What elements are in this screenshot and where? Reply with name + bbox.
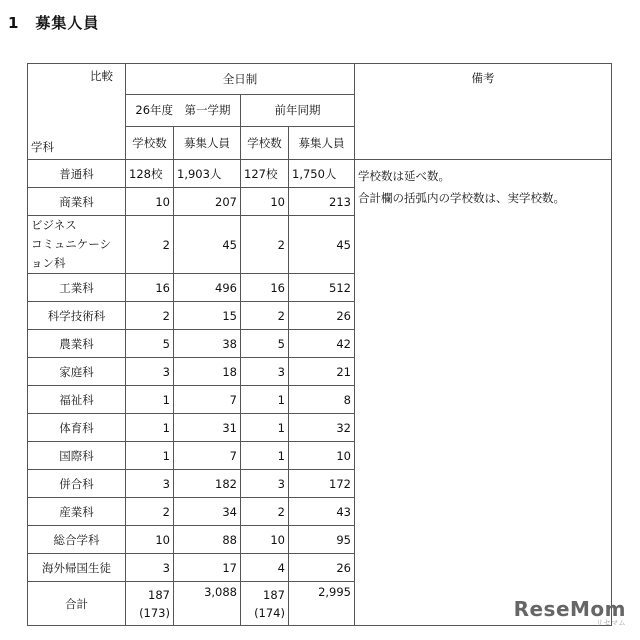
row-schools-prev: 5 [241, 330, 289, 358]
row-schools-prev: 1 [241, 386, 289, 414]
resemom-watermark-logo [514, 597, 626, 628]
row-schools-prev: 3 [241, 358, 289, 386]
row-recruits-prev: 26 [289, 554, 355, 582]
row-schools: 1 [126, 442, 174, 470]
row-schools-prev: 4 [241, 554, 289, 582]
row-recruits: 207 [174, 188, 241, 216]
header-remarks: 備考 [355, 64, 612, 160]
total-schools-prev-actual: (174) [254, 605, 285, 620]
row-recruits: 45 [174, 216, 241, 274]
row-schools-prev: 10 [241, 526, 289, 554]
total-label: 合計 [28, 582, 126, 626]
row-recruits: 496 [174, 274, 241, 302]
recruitment-table [27, 63, 612, 626]
row-subject: 商業科 [28, 188, 126, 216]
header-compare-label: 比較 [90, 69, 113, 83]
table-row [28, 160, 612, 188]
row-schools: 3 [126, 554, 174, 582]
row-subject: 総合学科 [28, 526, 126, 554]
row-schools: 2 [126, 216, 174, 274]
row-recruits: 34 [174, 498, 241, 526]
row-recruits-prev: 213 [289, 188, 355, 216]
row-schools-prev: 16 [241, 274, 289, 302]
total-schools-prev: 187 [263, 587, 285, 602]
row-recruits: 17 [174, 554, 241, 582]
header-subject-label: 学科 [31, 140, 54, 154]
row-schools: 2 [126, 302, 174, 330]
header-previous-period: 前年同期 [241, 94, 355, 127]
row-subject: 農業科 [28, 330, 126, 358]
row-schools-prev: 3 [241, 470, 289, 498]
row-recruits: 7 [174, 442, 241, 470]
row-schools-prev: 2 [241, 498, 289, 526]
row-subject: 併合科 [28, 470, 126, 498]
row-schools-prev: 10 [241, 188, 289, 216]
row-schools-prev: 2 [241, 302, 289, 330]
row-schools-prev: 2 [241, 216, 289, 274]
row-recruits: 1,903人 [174, 160, 241, 188]
row-schools-prev: 1 [241, 414, 289, 442]
row-subject: 普通科 [28, 160, 126, 188]
total-schools-prev-cell [241, 582, 289, 626]
row-recruits-prev: 1,750人 [289, 160, 355, 188]
row-recruits: 7 [174, 386, 241, 414]
row-schools-prev: 127校 [241, 160, 289, 188]
header-col-schools: 学校数 [126, 127, 174, 160]
row-recruits-prev: 32 [289, 414, 355, 442]
row-schools: 3 [126, 470, 174, 498]
row-recruits: 15 [174, 302, 241, 330]
row-recruits-prev: 26 [289, 302, 355, 330]
header-col-schools-prev: 学校数 [241, 127, 289, 160]
header-current-period: 26年度 第一学期 [126, 94, 241, 127]
row-recruits: 31 [174, 414, 241, 442]
row-subject-line1: ビジネス [31, 218, 77, 232]
row-subject: 国際科 [28, 442, 126, 470]
row-schools: 1 [126, 414, 174, 442]
row-recruits: 182 [174, 470, 241, 498]
header-fulltime: 全日制 [126, 64, 355, 95]
row-schools: 2 [126, 498, 174, 526]
row-subject: 福祉科 [28, 386, 126, 414]
header-col-recruits-prev: 募集人員 [289, 127, 355, 160]
row-subject: 科学技術科 [28, 302, 126, 330]
row-subject-line2: コミュニケーション科 [31, 237, 112, 270]
total-recruits-prev: 2,995 [289, 582, 355, 626]
total-recruits: 3,088 [174, 582, 241, 626]
row-schools: 5 [126, 330, 174, 358]
row-recruits-prev: 172 [289, 470, 355, 498]
row-subject: 家庭科 [28, 358, 126, 386]
page-title: 1 募集人員 [8, 14, 100, 32]
row-recruits-prev: 512 [289, 274, 355, 302]
row-recruits-prev: 10 [289, 442, 355, 470]
row-schools: 10 [126, 188, 174, 216]
row-schools: 16 [126, 274, 174, 302]
row-recruits-prev: 8 [289, 386, 355, 414]
watermark-brand: ReseMom [513, 597, 626, 621]
row-recruits: 88 [174, 526, 241, 554]
total-schools-cell [126, 582, 174, 626]
row-subject: 体育科 [28, 414, 126, 442]
row-subject: 工業科 [28, 274, 126, 302]
row-subject [28, 216, 126, 274]
row-subject: 産業科 [28, 498, 126, 526]
row-recruits-prev: 21 [289, 358, 355, 386]
remarks-notes [355, 160, 612, 626]
row-schools: 3 [126, 358, 174, 386]
row-schools: 10 [126, 526, 174, 554]
remarks-note: 学校数は延べ数。 [358, 169, 450, 183]
header-col-recruits: 募集人員 [174, 127, 241, 160]
total-schools-actual: (173) [139, 605, 170, 620]
row-recruits-prev: 95 [289, 526, 355, 554]
row-recruits-prev: 45 [289, 216, 355, 274]
watermark-sub: リセマム [596, 619, 626, 627]
remarks-note: 合計欄の括弧内の学校数は、実学校数。 [358, 191, 565, 205]
total-schools: 187 [148, 587, 170, 602]
row-recruits-prev: 43 [289, 498, 355, 526]
row-recruits: 18 [174, 358, 241, 386]
row-subject: 海外帰国生徒 [28, 554, 126, 582]
row-recruits-prev: 42 [289, 330, 355, 358]
row-recruits: 38 [174, 330, 241, 358]
row-schools: 128校 [126, 160, 174, 188]
row-schools: 1 [126, 386, 174, 414]
row-schools-prev: 1 [241, 442, 289, 470]
header-subject-cell [28, 64, 126, 160]
